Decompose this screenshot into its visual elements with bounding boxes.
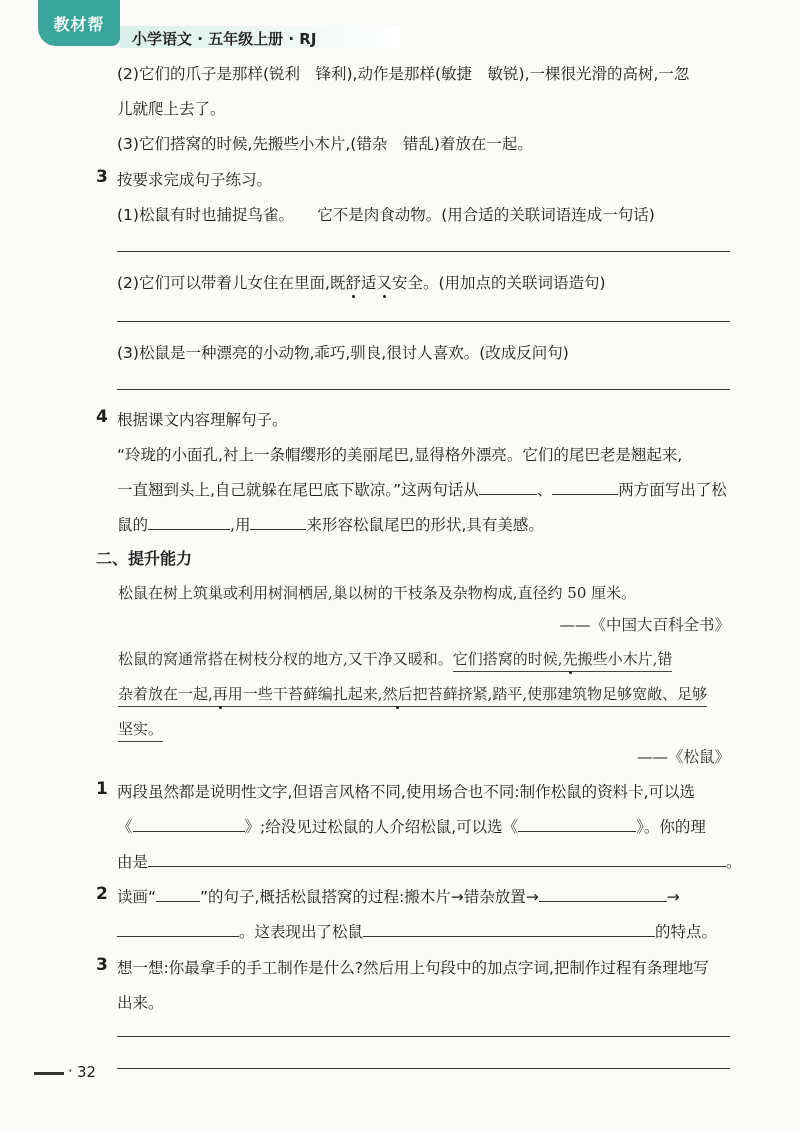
blank[interactable]	[148, 852, 726, 867]
blank[interactable]	[133, 817, 245, 832]
blank[interactable]	[479, 480, 537, 495]
footer-dot: ·	[68, 1062, 73, 1080]
ex2-line2: 。这表现出了松鼠 的特点。	[117, 920, 717, 942]
ex2-line1: 读画“ ”的句子,概括松鼠搭窝的过程:搬木片→错杂放置→ →	[117, 888, 680, 906]
page-number: 32	[77, 1063, 97, 1081]
book-title: 小学语文 · 五年级上册 · RJ	[132, 30, 317, 48]
blank[interactable]	[552, 480, 618, 495]
underlined-sentence: 杂着放在一起,再用一些干苔藓编扎起来,然后把苔藓挤紧,踏平,使那建筑物足够宽敞、足够	[118, 685, 707, 707]
q4-quote-line1: “玲珑的小面孔,衬上一条帽缨形的美丽尾巴,显得格外漂亮。它们的尾巴老是翘起来,	[117, 446, 683, 464]
passage2-source: ——《松鼠》	[636, 748, 730, 766]
blank[interactable]	[363, 922, 655, 937]
ex3-number: 3	[96, 955, 108, 975]
passage1-source: ——《中国大百科全书》	[559, 616, 730, 634]
q3-item1: (1)松鼠有时也捕捉鸟雀。 它不是肉食动物。(用合适的关联词语连成一句话)	[117, 206, 655, 224]
passage2-line2	[118, 683, 707, 704]
footer-dash	[34, 1072, 64, 1075]
emphasis-dot-char: 先	[562, 650, 578, 668]
ex1-line3: 由是 。	[117, 853, 742, 871]
blank[interactable]	[539, 887, 667, 902]
passage1-text: 松鼠在树上筑巢或利用树洞栖居,巢以树的干枝条及杂物构成,直径约 50 厘米。	[118, 584, 637, 602]
q3-answer-line-2[interactable]	[117, 321, 730, 322]
q4-title: 根据课文内容理解句子。	[117, 411, 288, 429]
ex1-line2: 《 》;给没见过松鼠的人介绍松鼠,可以选《 》。你的理	[117, 818, 706, 836]
ex3-line2: 出来。	[117, 994, 164, 1012]
ex2-number: 2	[96, 884, 108, 904]
q2-item2-line2: 儿就爬上去了。	[117, 100, 226, 118]
ex3-line1: 想一想:你最拿手的手工制作是什么?然后用上句段中的加点字词,把制作过程有条理地写	[117, 959, 709, 977]
ex3-answer-line-2[interactable]	[117, 1068, 730, 1069]
emphasis-dot-char: 然后	[382, 685, 413, 703]
emphasis-dot-char: 舒	[345, 274, 361, 292]
ex3-answer-line-1[interactable]	[117, 1036, 730, 1037]
underlined-sentence: 坚实。	[118, 720, 163, 742]
q4-quote-line2: 一直翘到头上,自己就躲在尾巴底下歇凉。”这两句话从 、 两方面写出了松	[117, 481, 727, 499]
passage2-line1: 松鼠的窝通常搭在树枝分杈的地方,又干净又暖和。它们搭窝的时候,先搬些小木片,错	[118, 648, 672, 669]
blank[interactable]	[250, 515, 306, 530]
q2-item2-line1: (2)它们的爪子是那样(锐利 锋利),动作是那样(敏捷 敏锐),一棵很光滑的高树,一忽	[117, 65, 690, 83]
passage2-line3	[118, 718, 163, 739]
section-title: 二、提升能力	[96, 549, 193, 568]
emphasis-dot-char: 再	[212, 685, 228, 703]
q4-quote-line3: 鼠的 ,用 来形容松鼠尾巴的形状,具有美感。	[117, 516, 544, 534]
q3-title: 按要求完成句子练习。	[117, 171, 273, 189]
q3-number: 3	[96, 167, 108, 187]
q3-item2: (2)它们可以带着儿女住在里面,既舒适又安全。(用加点的关联词语造句)	[117, 274, 606, 292]
blank[interactable]	[148, 515, 230, 530]
q4-number: 4	[96, 407, 108, 427]
brand-badge: 教材帮	[38, 0, 120, 46]
emphasis-dot-char: 又	[376, 274, 392, 292]
q2-item3: (3)它们搭窝的时候,先搬些小木片,(错杂 错乱)着放在一起。	[117, 135, 533, 153]
underlined-sentence: 它们搭窝的时候,先搬些小木片,错	[453, 650, 673, 672]
q3-answer-line-1[interactable]	[117, 251, 730, 252]
blank[interactable]	[117, 922, 239, 937]
q3-item3: (3)松鼠是一种漂亮的小动物,乖巧,驯良,很讨人喜欢。(改成反问句)	[117, 344, 569, 362]
blank[interactable]	[518, 817, 636, 832]
blank[interactable]	[156, 887, 200, 902]
q3-answer-line-3[interactable]	[117, 389, 730, 390]
ex1-line1: 两段虽然都是说明性文字,但语言风格不同,使用场合也不同:制作松鼠的资料卡,可以选	[117, 783, 696, 801]
ex1-number: 1	[96, 779, 108, 799]
